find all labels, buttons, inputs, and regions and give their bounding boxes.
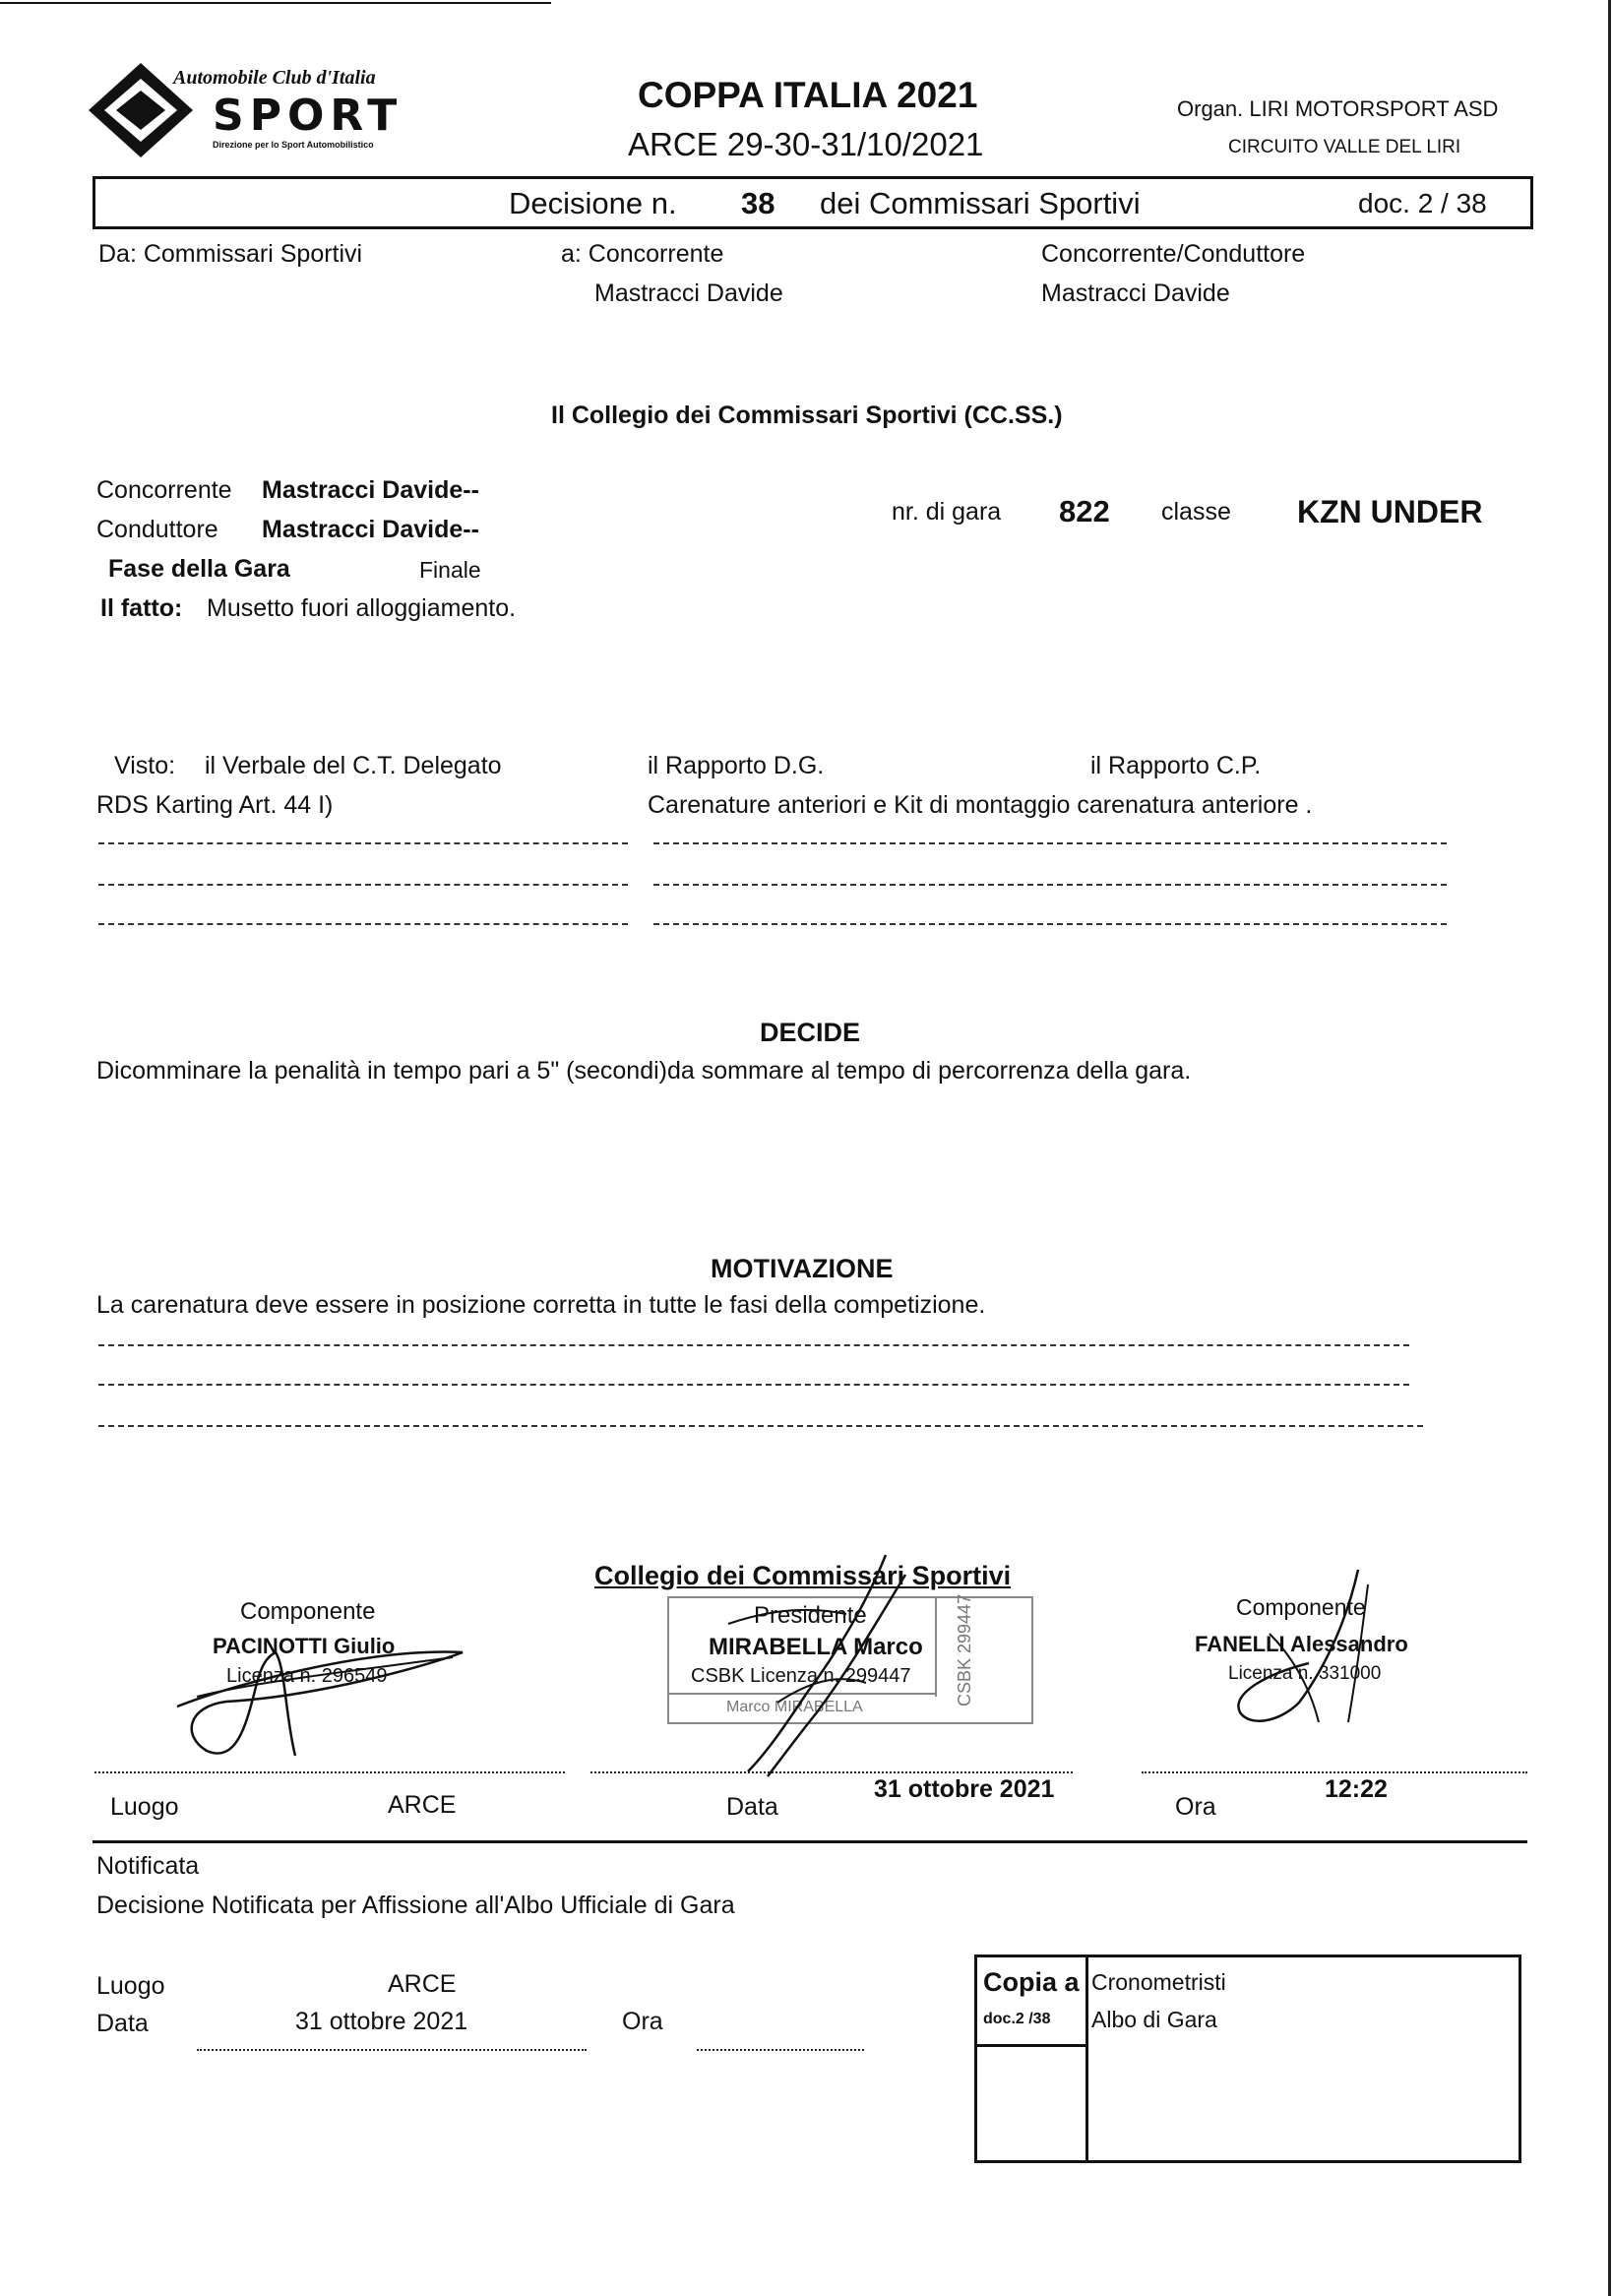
notification-text: Decisione Notificata per Affissione all'Albo Ufficiale di Gara — [96, 1892, 735, 1919]
decide-heading: DECIDE — [760, 1018, 861, 1047]
right-scan-line — [1608, 0, 1611, 2296]
fase-value: Finale — [419, 557, 481, 583]
logo-line1: Automobile Club d'Italia — [173, 67, 376, 89]
notif-data-label: Data — [96, 2010, 149, 2037]
copy-doc: doc.2 /38 — [983, 2011, 1051, 2027]
fatto-value: Musetto fuori alloggiamento. — [207, 594, 517, 622]
decision-label: Decisione n. — [509, 186, 677, 220]
left-role: Componente — [240, 1598, 376, 1625]
dashed-line — [653, 884, 1447, 886]
cc-label: Concorrente/Conduttore — [1041, 240, 1306, 268]
decision-bar — [93, 176, 1533, 229]
fatto-label: Il fatto: — [100, 594, 183, 622]
to-name: Mastracci Davide — [594, 279, 783, 307]
doc-reference: doc. 2 / 38 — [1358, 188, 1487, 218]
top-scan-line — [0, 2, 551, 4]
college-title: Il Collegio dei Commissari Sportivi (CC.SS.) — [551, 402, 1063, 429]
decide-text: Dicomminare la penalità in tempo pari a 5" (secondi)da sommare al tempo di percorrenza della gara. — [96, 1057, 1192, 1085]
copy-label: Copia a — [983, 1967, 1080, 1997]
right-name: FANELLI Alessandro — [1195, 1632, 1408, 1656]
section-divider — [93, 1840, 1527, 1843]
decision-number: 38 — [741, 186, 775, 220]
notif-ora-label: Ora — [622, 2008, 663, 2035]
copy-item-1: Cronometristi — [1091, 1969, 1226, 1995]
from-line: Da: Commissari Sportivi — [98, 240, 363, 268]
notif-luogo-value: ARCE — [388, 1970, 457, 1998]
classe-label: classe — [1161, 498, 1231, 526]
notif-ora-line — [697, 2049, 864, 2051]
copy-item-2: Albo di Gara — [1091, 2007, 1217, 2032]
signature-line-left — [94, 1771, 565, 1773]
dashed-line — [98, 884, 628, 886]
visto-rapporto-cp: il Rapporto C.P. — [1090, 752, 1262, 779]
college-signature-title: Collegio dei Commissari Sportivi — [594, 1561, 1012, 1590]
dashed-line — [98, 1384, 1409, 1386]
cc-name: Mastracci Davide — [1041, 279, 1230, 307]
page-title: COPPA ITALIA 2021 — [638, 75, 978, 115]
dashed-line — [98, 923, 628, 925]
organizer: Organ. LIRI MOTORSPORT ASD — [1177, 96, 1499, 121]
visto-rapporto-dg: il Rapporto D.G. — [648, 752, 825, 779]
logo-line2: SPORT — [213, 91, 403, 141]
data-value: 31 ottobre 2021 — [874, 1775, 1055, 1803]
ora-value: 12:22 — [1325, 1775, 1388, 1803]
dashed-line — [98, 1344, 1409, 1346]
copy-box — [974, 1955, 1521, 2163]
left-signature-icon — [167, 1628, 482, 1766]
visto-rds: RDS Karting Art. 44 I) — [96, 791, 334, 819]
left-name: PACINOTTI Giulio — [213, 1634, 396, 1658]
dashed-line — [653, 842, 1447, 844]
fase-label: Fase della Gara — [108, 555, 290, 583]
gara-label: nr. di gara — [892, 498, 1002, 526]
to-label: a: Concorrente — [561, 240, 724, 268]
circuit: CIRCUITO VALLE DEL LIRI — [1228, 137, 1461, 157]
logo-line3: Direzione per lo Sport Automobilistico — [213, 140, 374, 150]
conduttore-label: Conduttore — [96, 516, 218, 543]
conduttore-value: Mastracci Davide-- — [262, 516, 479, 543]
dashed-line — [98, 842, 628, 844]
decision-of: dei Commissari Sportivi — [820, 186, 1141, 220]
visto-verbale: il Verbale del C.T. Delegato — [205, 752, 502, 779]
center-role: Presidente — [754, 1602, 867, 1629]
data-label: Data — [726, 1793, 778, 1821]
classe-value: KZN UNDER — [1297, 494, 1483, 529]
dashed-line — [653, 923, 1447, 925]
center-name: MIRABELLA Marco — [709, 1634, 923, 1660]
page-subtitle: ARCE 29-30-31/10/2021 — [628, 126, 984, 162]
gara-value: 822 — [1059, 494, 1110, 528]
signature-line-center — [590, 1771, 1073, 1773]
center-signature-icon — [689, 1545, 945, 1781]
motivazione-heading: MOTIVAZIONE — [711, 1254, 894, 1283]
notif-data-line — [197, 2049, 587, 2051]
notif-luogo-label: Luogo — [96, 1972, 165, 2000]
right-license: Licenza n. 331000 — [1228, 1663, 1382, 1684]
aci-sport-logo — [87, 61, 441, 159]
right-role: Componente — [1236, 1594, 1366, 1620]
luogo-value: ARCE — [388, 1791, 457, 1819]
left-license: Licenza n. 296549 — [226, 1665, 388, 1687]
signature-line-right — [1142, 1771, 1527, 1773]
ora-label: Ora — [1175, 1793, 1216, 1821]
motivazione-text: La carenatura deve essere in posizione corretta in tutte le fasi della competizione. — [96, 1291, 986, 1319]
stamp-side-text: CSBK 299447 — [955, 1593, 974, 1706]
concorrente-label: Concorrente — [96, 476, 232, 504]
right-signature-icon — [1210, 1565, 1388, 1732]
visto-label: Visto: — [114, 752, 176, 779]
stamp-bottom-text: Marco MIRABELLA — [726, 1699, 863, 1715]
dashed-line — [98, 1425, 1423, 1427]
notif-data-value: 31 ottobre 2021 — [295, 2008, 468, 2035]
concorrente-value: Mastracci Davide-- — [262, 476, 479, 504]
notificata-label: Notificata — [96, 1852, 200, 1880]
center-license: CSBK Licenza n. 299447 — [691, 1665, 911, 1687]
visto-carenature: Carenature anteriori e Kit di montaggio carenatura anteriore . — [648, 791, 1313, 819]
luogo-label: Luogo — [110, 1793, 179, 1821]
